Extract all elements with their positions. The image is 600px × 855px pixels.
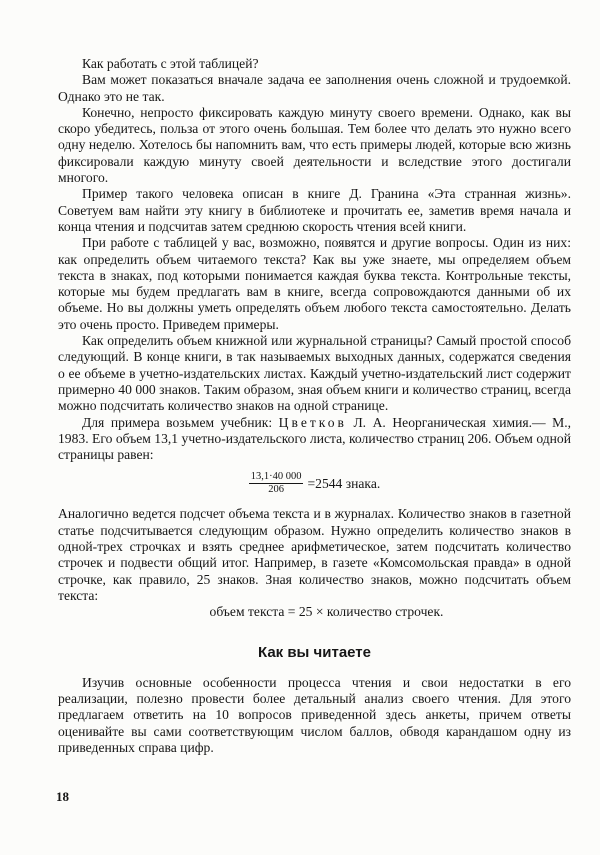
fraction-denominator: 206 (268, 484, 284, 496)
paragraph: Вам может показаться вначале задача ее заполнения очень сложной и трудоемкой. Однако это не так. (58, 72, 571, 104)
text-column (58, 56, 571, 756)
paragraph: Изучив основные особенности процесса чтения и свои недостатки в его реализации, полезно провести более детальный анализ своего чтения. Для этого предлагаем ответить на 10 вопросов приведенной здесь анкеты, причем ответы оценивайте вы сами соответствующим числом баллов, обводя карандашом одну из приведенных справа цифр. (58, 674, 571, 755)
fraction-numerator: 13,1·40 000 (250, 471, 302, 483)
fraction (249, 471, 304, 496)
paragraph-example (58, 415, 571, 464)
paragraph: При работе с таблицей у вас, возможно, появятся и другие вопросы. Один из них: как определить объем читаемого текста? Как вы уже знаете, мы определяем объем текста в знаках, под которыми понимается каждая буква текста. Контрольные тексты, которые мы будем предлагать вам в книге, всегда сопровождаются данными об их объеме. Но вы должны уметь определять объем любого текста самостоятельно. Делать это очень просто. Приведем примеры. (58, 235, 571, 332)
formula-result: =2544 знака. (307, 475, 381, 491)
paragraph: Как определить объем книжной или журнальной страницы? Самый простой способ следующий. В конце книги, в так называемых выходных данных, содержатся сведения о ее объеме в учетно-издательских листах. Каждый учетно-издательский лист содержит примерно 40 000 знаков. Таким образом, зная объем книги и количество страниц, всегда можно подсчитать количество знаков на одной странице. (58, 333, 571, 414)
formula-page-volume (58, 471, 571, 496)
page-number: 18 (56, 789, 69, 804)
paragraph: Аналогично ведется подсчет объема текста и в журналах. Количество знаков в газетной статье подсчитывается следующим образом. Нужно определить количество знаков в одной-трех строчках и взять среднее арифметическое, затем подсчитать количество строчек и подвести общий итог. Например, в газете «Комсомольская правда» в одной строчке, как правило, 25 знаков. Зная количество знаков, можно подсчитать объем текста: (58, 506, 571, 603)
paragraph: Конечно, непросто фиксировать каждую минуту своего времени. Однако, как вы скоро убедитесь, польза от этого очень большая. Тем более что делать это нужно всего одну неделю. Хотелось бы напомнить вам, что есть примеры людей, которые всю жизнь фиксировали каждую минуту своей деятельности и вследствие этого достигали многого. (58, 104, 571, 186)
formula-text-volume: объем текста = 25 × количество строчек. (209, 604, 444, 620)
example-text: Л. А. Неорганическая химия.— М., 1983. Его объем 13,1 учетно-издательского листа, количество страниц 206. Объем одной страницы равен: (58, 414, 571, 463)
paragraph: Пример такого человека описан в книге Д. Гранина «Эта странная жизнь». Советуем вам найти эту книгу в библиотеке и прочитать ее, заметив время начала и конца чтения и подсчитав затем среднюю скорость чтения всей книги. (58, 186, 571, 234)
example-intro: Для примера возьмем учебник: (82, 414, 279, 430)
section-heading: Как вы читаете (257, 643, 371, 661)
author-name: Цветков (278, 414, 347, 430)
paragraph-question: Как работать с этой таблицей? (82, 56, 259, 71)
